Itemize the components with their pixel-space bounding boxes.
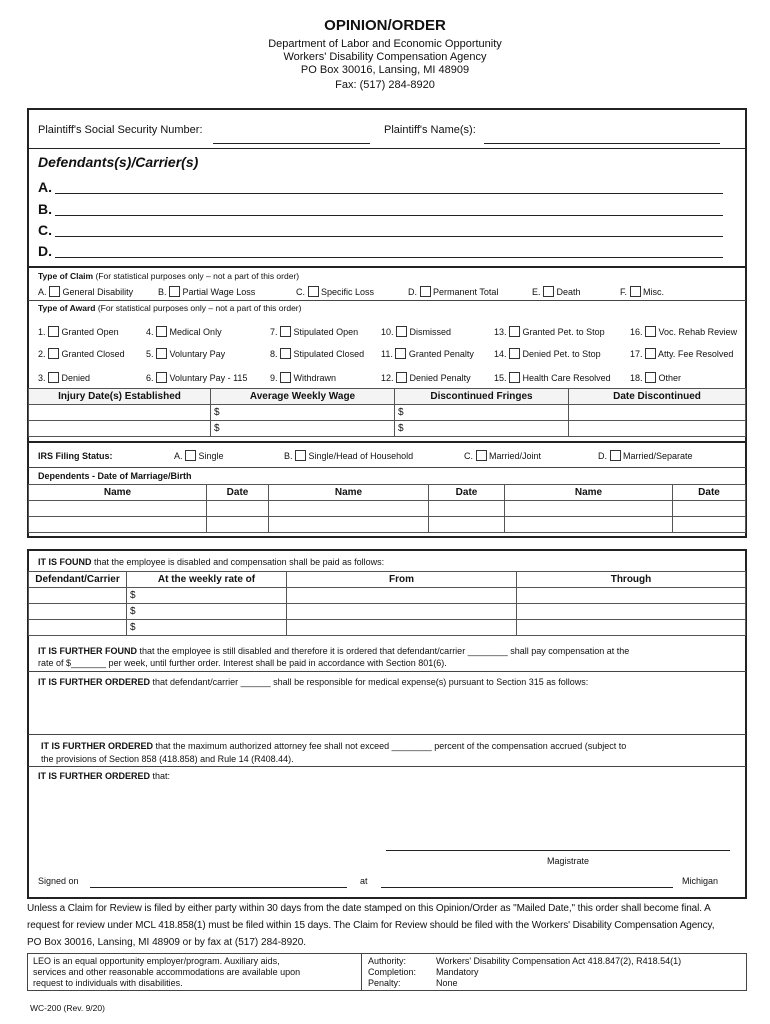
michigan-label: Michigan [682,876,719,886]
plaintiff-name-field[interactable] [484,136,720,144]
award-medical-only[interactable]: 4. Medical Only [146,327,222,337]
award-health-care[interactable]: 15. Health Care Resolved [494,373,611,383]
table-cell[interactable] [429,517,505,533]
award-granted-penalty[interactable]: 11. Granted Penalty [381,349,474,359]
weekly-wage-cell[interactable]: $ [211,421,395,437]
checkbox[interactable] [630,286,641,297]
claim-type-death[interactable]: E. Death [532,287,581,297]
further-found-line1: IT IS FURTHER FOUND that the employee is still disabled and therefore it is ordered that defendant/carrier ________ shall pay compensation at the [38,646,630,656]
authority-value: Workers' Disability Compensation Act 418.847(2), R418.54(1) [436,956,682,966]
table-header: Through [517,572,746,588]
award-granted-pet-stop[interactable]: 13. Granted Pet. to Stop [494,327,605,337]
medical-expense-field[interactable] [38,692,738,732]
ordered-fee-line1: IT IS FURTHER ORDERED that the maximum authorized attorney fee shall not exceed ________ percent of the compensation accrued (subject to [41,741,627,751]
payment-table [28,571,746,636]
type-of-award-label: Type of Award (For statistical purposes only – not a part of this order) [38,303,302,313]
claim-type-specific[interactable]: C. Specific Loss [296,287,375,297]
claim-type-general[interactable]: A. General Disability [38,287,134,297]
checkbox[interactable] [396,372,407,383]
table-header: Date [673,485,746,501]
plaintiff-name-label: Plaintiff's Name(s): [384,124,476,136]
penalty-value: None [436,978,458,988]
table-cell[interactable] [29,501,207,517]
table-cell[interactable] [269,501,429,517]
irs-head-of-household[interactable]: B. Single/Head of Household [284,451,414,461]
table-cell[interactable] [29,620,127,636]
checkbox[interactable] [169,286,180,297]
checkbox[interactable] [645,372,656,383]
irs-filing-label: IRS Filing Status: [38,451,113,461]
table-cell[interactable] [429,501,505,517]
found-statement: IT IS FOUND that the employee is disabled and compensation shall be paid as follows: [38,557,385,567]
location-field[interactable] [381,880,673,888]
award-granted-closed[interactable]: 2. Granted Closed [38,349,125,359]
checkbox[interactable] [156,348,167,359]
divider [28,148,746,149]
award-denied-penalty[interactable]: 12. Denied Penalty [381,373,471,383]
claim-type-permanent[interactable]: D. Permanent Total [408,287,499,297]
table-header: Defendant/Carrier [29,572,127,588]
defendant-b-letter: B. [38,201,52,217]
defendant-a-letter: A. [38,179,52,195]
at-label: at [360,876,368,886]
eeo-box [27,953,362,991]
agency-fax: Fax: (517) 284-8920 [335,79,435,91]
completion-label: Completion: [368,967,417,977]
table-cell[interactable] [505,517,673,533]
review-notice-line2: request for review under MCL 418.858(1) must be filed within 15 days. The Claim for Review should be filed with the Workers' Disability Compensation Agency, [27,920,715,931]
checkbox[interactable] [156,326,167,337]
checkbox[interactable] [48,372,59,383]
ssn-label: Plaintiff's Social Security Number: [38,124,203,136]
table-header: Name [269,485,429,501]
magistrate-signature-field[interactable] [386,843,730,851]
divider [28,734,746,735]
award-voc-rehab[interactable]: 16. Voc. Rehab Review [630,327,738,337]
authority-box [362,953,747,991]
table-header: From [287,572,517,588]
defendants-heading: Defendants(s)/Carrier(s) [38,154,199,170]
award-withdrawn[interactable]: 9. Withdrawn [270,373,337,383]
divider [28,766,746,767]
checkbox[interactable] [308,286,319,297]
checkbox[interactable] [185,450,196,461]
award-voluntary-pay[interactable]: 5. Voluntary Pay [146,349,226,359]
defendant-c-field[interactable] [55,235,723,237]
checkbox[interactable] [476,450,487,461]
checkbox[interactable] [509,372,520,383]
defendant-b-field[interactable] [55,214,723,216]
fringes-cell[interactable]: $ [395,421,569,437]
agency-name: Workers' Disability Compensation Agency [283,51,487,63]
table-cell[interactable] [29,604,127,620]
checkbox[interactable] [509,348,520,359]
signed-on-label: Signed on [38,876,79,886]
table-cell[interactable] [287,604,517,620]
table-header: Name [505,485,673,501]
completion-value: Mandatory [436,967,479,977]
award-atty-fee[interactable]: 17. Atty. Fee Resolved [630,349,734,359]
table-cell[interactable] [29,517,207,533]
weekly-wage-cell[interactable]: $ [211,405,395,421]
eeo-line1: LEO is an equal opportunity employer/program. Auxiliary aids, [33,956,280,966]
table-cell[interactable] [505,501,673,517]
checkbox[interactable] [295,450,306,461]
table-header: Injury Date(s) Established [29,389,211,405]
irs-married-joint[interactable]: C. Married/Joint [464,451,542,461]
date-discontinued-cell[interactable] [569,421,746,437]
date-discontinued-cell[interactable] [569,405,746,421]
checkbox[interactable] [48,326,59,337]
authority-label: Authority: [368,956,407,966]
further-found-line2: rate of $_______ per week, until further order. Interest shall be paid in accordance with Section 801(6). [38,658,447,668]
table-cell[interactable] [207,501,269,517]
penalty-label: Penalty: [368,978,401,988]
divider [28,467,746,468]
table-header: Date [207,485,269,501]
rate-cell[interactable]: $ [127,588,287,604]
review-notice-line3: PO Box 30016, Lansing, MI 48909 or by fax at (517) 284-8920. [27,937,307,948]
award-granted-open[interactable]: 1. Granted Open [38,327,119,337]
table-header: Date [429,485,505,501]
form-title: OPINION/ORDER [324,17,446,34]
checkbox[interactable] [280,326,291,337]
claim-type-partial[interactable]: B. Partial Wage Loss [158,287,256,297]
agency-address: PO Box 30016, Lansing, MI 48909 [300,64,470,76]
ordered-fee-line2: the provisions of Section 858 (418.858) and Rule 14 (R408.44). [41,754,294,764]
checkbox[interactable] [543,286,554,297]
divider [28,671,746,672]
table-header: Average Weekly Wage [211,389,395,405]
table-header: Date Discontinued [569,389,746,405]
defendant-a-field[interactable] [55,192,723,194]
dependents-table [28,484,746,533]
award-denied-pet-stop[interactable]: 14. Denied Pet. to Stop [494,349,601,359]
dependents-label: Dependents - Date of Marriage/Birth [38,471,192,481]
type-of-claim-label: Type of Claim (For statistical purposes only – not a part of this order) [38,271,300,281]
defendant-d-letter: D. [38,243,52,259]
eeo-line2: services and other reasonable accommodations are available upon [33,967,301,977]
table-cell[interactable] [517,620,746,636]
injury-table [28,388,746,437]
award-denied[interactable]: 3. Denied [38,373,91,383]
table-cell[interactable] [287,588,517,604]
table-cell[interactable] [673,501,746,517]
table-cell[interactable] [517,588,746,604]
defendant-c-letter: C. [38,222,52,238]
claim-type-misc[interactable]: F. Misc. [620,287,665,297]
checkbox[interactable] [509,326,520,337]
checkbox[interactable] [280,348,291,359]
injury-date-cell[interactable] [29,405,211,421]
table-header: Discontinued Fringes [395,389,569,405]
rate-cell[interactable]: $ [127,620,287,636]
signed-on-field[interactable] [90,880,347,888]
checkbox[interactable] [156,372,167,383]
review-notice-line1: Unless a Claim for Review is filed by either party within 30 days from the date stamped on this Opinion/Order as "Mailed Date," this order shall become final. A [27,903,711,914]
checkbox[interactable] [280,372,291,383]
ordered-that-statement: IT IS FURTHER ORDERED that: [38,771,171,781]
award-stipulated-closed[interactable]: 8. Stipulated Closed [270,349,365,359]
checkbox[interactable] [420,286,431,297]
award-dismissed[interactable]: 10. Dismissed [381,327,452,337]
fringes-cell[interactable]: $ [395,405,569,421]
award-voluntary-pay-115[interactable]: 6. Voluntary Pay - 115 [146,373,248,383]
divider [28,266,746,268]
rate-cell[interactable]: $ [127,604,287,620]
award-other[interactable]: 18. Other [630,373,682,383]
table-cell[interactable] [287,620,517,636]
checkbox[interactable] [645,326,656,337]
checkbox[interactable] [610,450,621,461]
award-stipulated-open[interactable]: 7. Stipulated Open [270,327,359,337]
injury-date-cell[interactable] [29,421,211,437]
checkbox[interactable] [49,286,60,297]
divider [28,441,746,443]
magistrate-label: Magistrate [547,856,590,866]
eeo-line3: request to individuals with disabilities. [33,978,183,988]
checkbox[interactable] [396,326,407,337]
ordered-medical-statement: IT IS FURTHER ORDERED that defendant/carrier ______ shall be responsible for medical expense(s) pursuant to Section 315 as follows: [38,677,589,687]
table-header: Name [29,485,207,501]
divider [28,300,746,301]
defendant-d-field[interactable] [55,256,723,258]
ordered-that-field[interactable] [38,786,738,846]
checkbox[interactable] [645,348,656,359]
table-header: At the weekly rate of [127,572,287,588]
checkbox[interactable] [48,348,59,359]
table-cell[interactable] [269,517,429,533]
table-cell[interactable] [207,517,269,533]
table-cell[interactable] [673,517,746,533]
form-id: WC-200 (Rev. 9/20) [30,1003,105,1013]
table-cell[interactable] [29,588,127,604]
table-cell[interactable] [517,604,746,620]
ssn-field[interactable] [213,136,370,144]
department-name: Department of Labor and Economic Opportunity [268,38,502,50]
irs-married-separate[interactable]: D. Married/Separate [598,451,693,461]
irs-single[interactable]: A. Single [174,451,224,461]
checkbox[interactable] [395,348,406,359]
